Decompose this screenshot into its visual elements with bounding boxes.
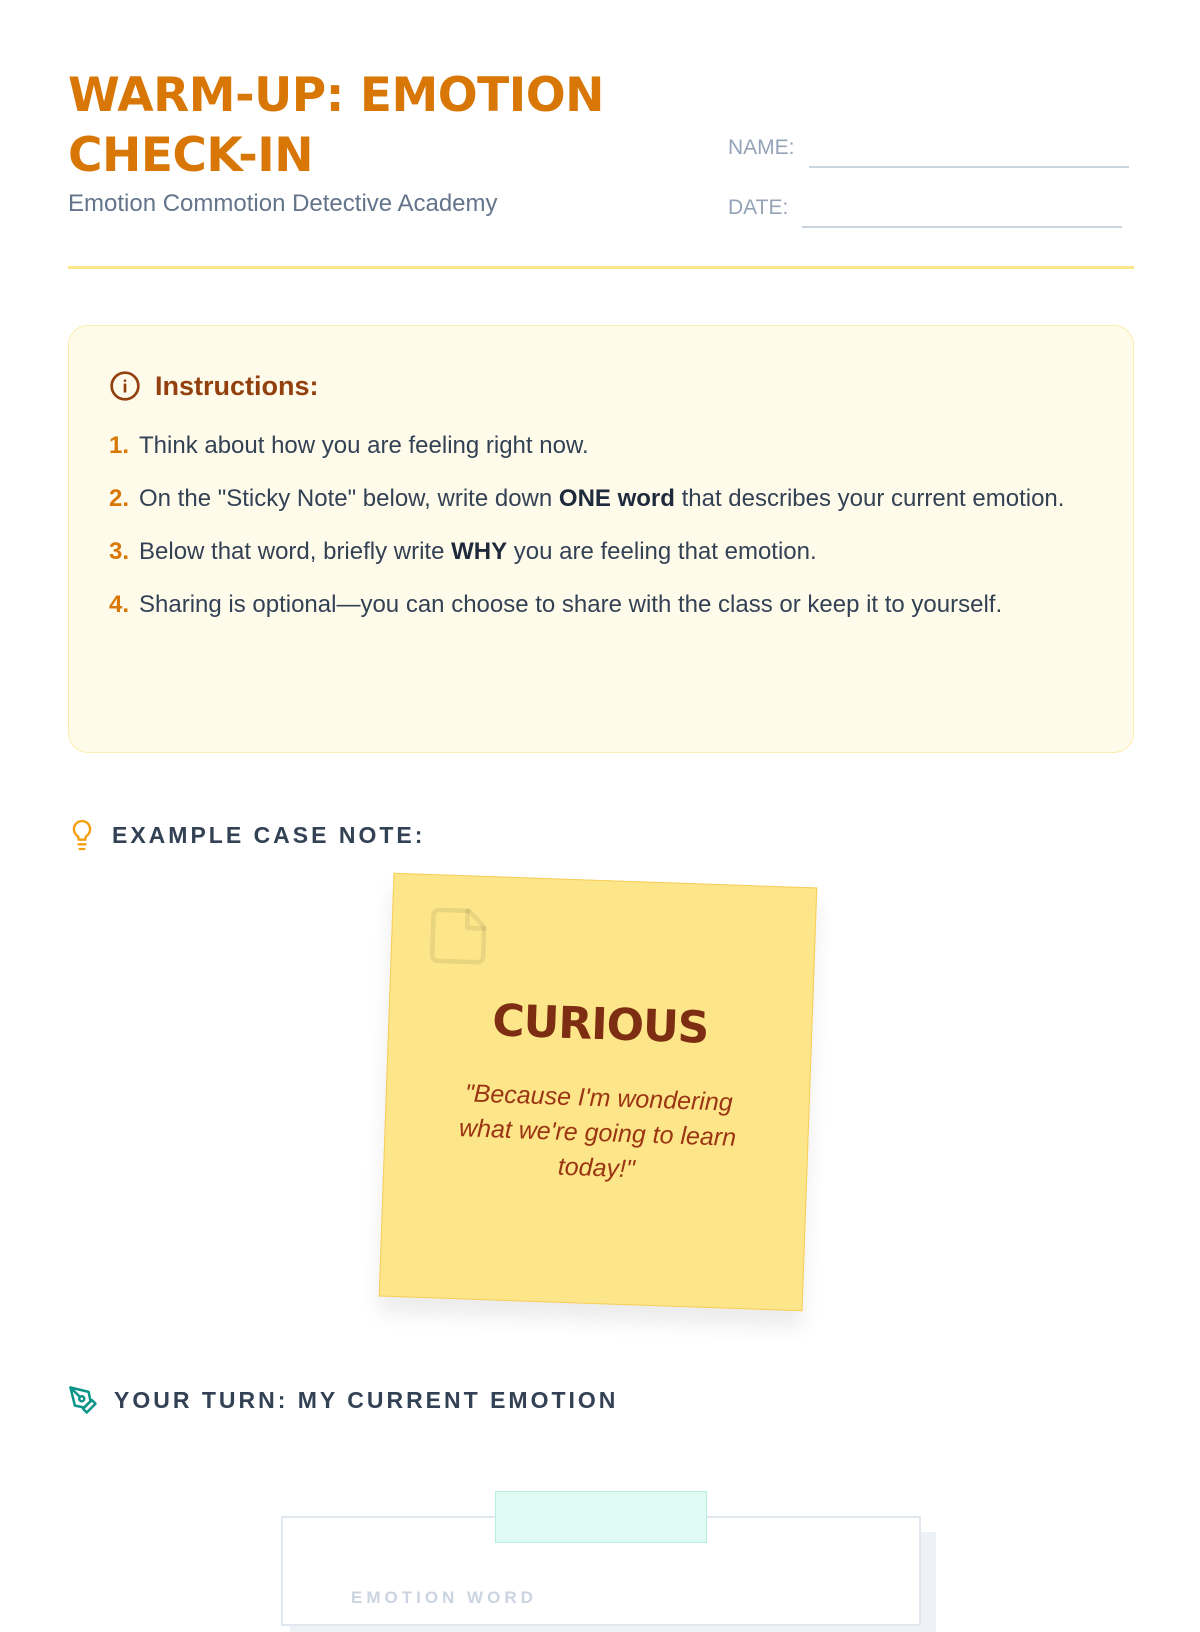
step-number: 1. xyxy=(109,432,130,459)
list-item xyxy=(109,532,1093,572)
step-number: 4. xyxy=(109,591,130,618)
instructions-list xyxy=(109,426,1093,625)
list-item xyxy=(109,426,1093,466)
date-field[interactable] xyxy=(728,188,1122,228)
card-tape xyxy=(495,1491,707,1543)
list-item xyxy=(109,479,1093,519)
step-text: Sharing is optional—you can choose to share with the class or keep it to yourself. xyxy=(139,591,1003,618)
example-heading-text: EXAMPLE CASE NOTE: xyxy=(112,821,426,848)
page-subtitle: Emotion Commotion Detective Academy xyxy=(68,190,498,217)
step-text: Below that word, briefly write WHY you are feeling that emotion. xyxy=(139,538,817,565)
emotion-word-label: EMOTION WORD xyxy=(351,1588,537,1607)
name-field[interactable] xyxy=(728,128,1129,168)
name-label: NAME: xyxy=(728,136,795,159)
lightbulb-icon xyxy=(68,818,96,852)
date-label: DATE: xyxy=(728,196,789,219)
example-emotion-word: CURIOUS xyxy=(491,995,710,1054)
pen-tool-icon xyxy=(68,1385,98,1415)
step-text: On the "Sticky Note" below, write down ONE word that describes your current emotion. xyxy=(139,485,1065,512)
step-text: Think about how you are feeling right now. xyxy=(139,432,589,459)
worksheet-header xyxy=(68,66,1134,269)
date-line[interactable] xyxy=(802,188,1122,228)
name-line[interactable] xyxy=(809,128,1129,168)
page-title: WARM-UP: EMOTION CHECK-IN xyxy=(68,68,605,183)
example-heading xyxy=(68,818,425,852)
step-number: 3. xyxy=(109,538,130,565)
instructions-heading-text: Instructions: xyxy=(155,370,319,401)
your-turn-heading xyxy=(68,1385,618,1415)
instructions-box xyxy=(68,325,1134,753)
instructions-heading xyxy=(109,370,1093,402)
sticky-note-icon xyxy=(423,901,493,971)
step-number: 2. xyxy=(109,485,130,512)
your-turn-heading-text: YOUR TURN: MY CURRENT EMOTION xyxy=(114,1386,619,1413)
list-item xyxy=(109,585,1093,625)
info-circle-icon xyxy=(109,370,141,402)
example-sticky-note xyxy=(379,873,818,1312)
example-emotion-reason: "Because I'm wondering what we're going to learn today!" xyxy=(458,1079,737,1184)
